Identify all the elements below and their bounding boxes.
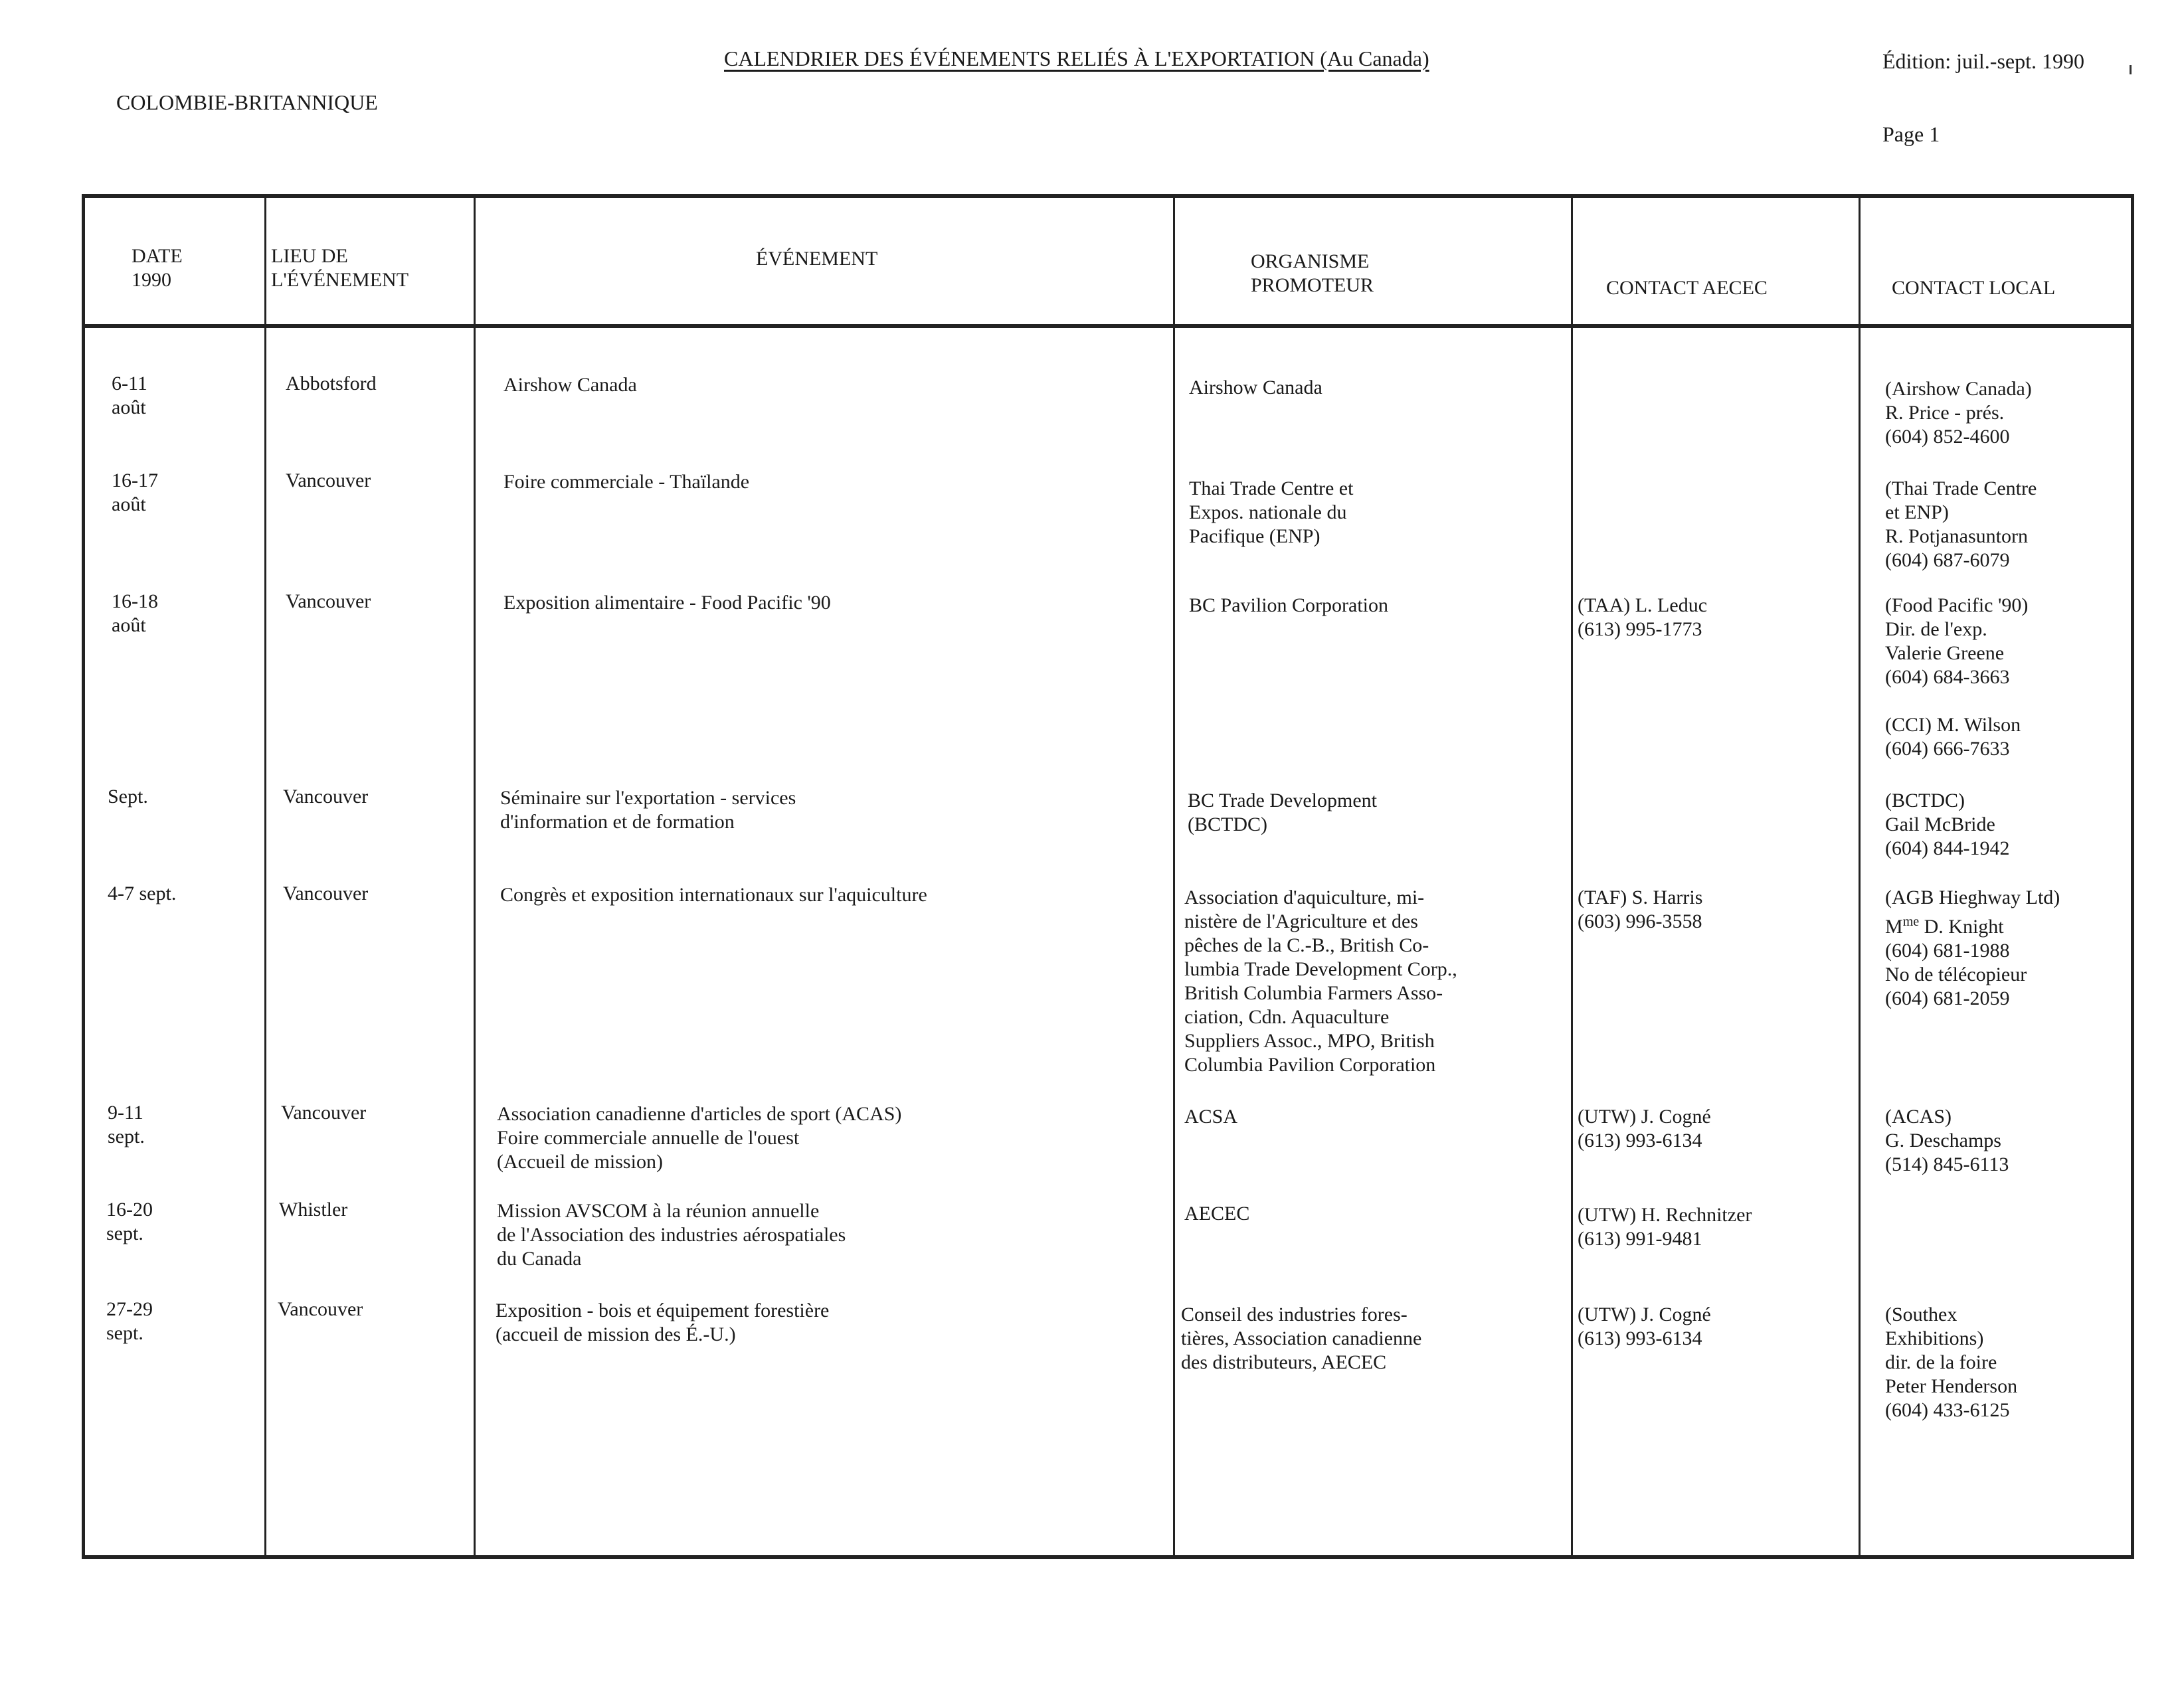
document-title: CALENDRIER DES ÉVÉNEMENTS RELIÉS À L'EXPORTATION (Au Canada) [724,46,1429,70]
row-4-evenement: Séminaire sur l'exportation - services d'information et de formation [500,787,796,833]
row-2-organisme: Thai Trade Centre et Expos. nationale du Pacifique (ENP) [1189,477,1354,547]
row-2-evenement: Foire commerciale - Thaïlande [503,471,750,493]
edition-label: Édition: juil.-sept. 1990 [1882,49,2084,73]
row-4-lieu: Vancouver [283,786,369,807]
row-8-lieu: Vancouver [278,1298,363,1320]
row-6-evenement: Association canadienne d'articles de sport (ACAS) Foire commerciale annuelle de l'ouest (Accueil de mission) [497,1103,902,1173]
column-divider [1173,198,1175,1555]
row-5-date: 4-7 sept. [108,883,177,904]
row-3-contact-local: (Food Pacific '90) Dir. de l'exp. Valerie Greene (604) 684-3663 (CCI) M. Wilson (604) 666-7633 [1885,594,2029,760]
row-7-contact-aecec: (UTW) H. Rechnitzer (613) 991-9481 [1578,1204,1752,1250]
row-6-organisme: ACSA [1184,1106,1238,1128]
row-3-organisme: BC Pavilion Corporation [1189,594,1388,616]
header-rule [85,324,2131,328]
column-header-organisme: ORGANISME PROMOTEUR [1251,250,1374,296]
row-5-contact-aecec: (TAF) S. Harris (603) 996-3558 [1578,886,1703,932]
row-4-date: Sept. [108,786,148,807]
row-1-date: 6-11 août [112,373,147,418]
row-6-contact-local: (ACAS) G. Deschamps (514) 845-6113 [1885,1106,2009,1175]
scan-mark [2130,65,2132,74]
row-7-evenement: Mission AVSCOM à la réunion annuelle de l'Association des industries aérospatiales du Canada [497,1200,846,1270]
row-3-lieu: Vancouver [286,590,371,612]
row-3-date: 16-18 août [112,590,158,636]
row-1-evenement: Airshow Canada [503,374,637,396]
column-divider [1859,198,1861,1555]
row-4-organisme: BC Trade Development (BCTDC) [1188,790,1377,835]
row-1-lieu: Abbotsford [286,373,377,394]
row-5-evenement: Congrès et exposition internationaux sur l'aquiculture [500,884,927,906]
row-3-contact-aecec: (TAA) L. Leduc (613) 995-1773 [1578,594,1708,640]
column-divider [474,198,476,1555]
row-8-contact-aecec: (UTW) J. Cogné (613) 993-6134 [1578,1304,1711,1349]
row-5-lieu: Vancouver [283,883,369,904]
row-3-evenement: Exposition alimentaire - Food Pacific '90 [503,592,831,614]
row-5-organisme: Association d'aquiculture, mi- nistère de l'Agriculture et des pêches de la C.-B., British Co- lumbia Trade Development Corp., British Columbia Farmers Asso- ciation, Cdn. Aquaculture Suppliers Assoc., MPO, British Columbia Pavilion Corporation [1184,886,1457,1076]
region-label: COLOMBIE-BRITANNIQUE [116,90,378,114]
row-2-date: 16-17 août [112,469,158,515]
row-4-contact-local: (BCTDC) Gail McBride (604) 844-1942 [1885,790,2010,859]
row-6-contact-aecec: (UTW) J. Cogné (613) 993-6134 [1578,1106,1711,1151]
row-1-organisme: Airshow Canada [1189,377,1322,398]
column-header-contact-local: CONTACT LOCAL [1892,277,2056,299]
column-header-evenement: ÉVÉNEMENT [756,248,878,270]
row-8-contact-local: (Southex Exhibitions) dir. de la foire Peter Henderson (604) 433-6125 [1885,1304,2018,1421]
column-header-contact-aecec: CONTACT AECEC [1606,277,1768,299]
row-8-organisme: Conseil des industries fores- tières, Association canadienne des distributeurs, AECEC [1181,1304,1422,1373]
row-7-organisme: AECEC [1184,1203,1250,1224]
row-8-evenement: Exposition - bois et équipement forestière (accueil de mission des É.-U.) [496,1300,830,1345]
row-1-contact-local: (Airshow Canada) R. Price - prés. (604) 852-4600 [1885,378,2032,448]
row-7-lieu: Whistler [279,1199,348,1221]
row-2-lieu: Vancouver [286,469,371,491]
column-header-lieu: LIEU DE L'ÉVÉNEMENT [271,245,409,291]
column-divider [1571,198,1573,1555]
row-2-contact-local: (Thai Trade Centre et ENP) R. Potjanasuntorn (604) 687-6079 [1885,477,2037,571]
row-8-date: 27-29 sept. [106,1298,153,1344]
row-6-lieu: Vancouver [281,1102,367,1124]
row-6-date: 9-11 sept. [108,1102,145,1147]
column-header-date: DATE 1990 [132,245,183,291]
row-5-contact-local: (AGB Hieghway Ltd) $M^{me}$ D. Knight (604) 681-1988 No de télécopieur (604) 681-2059 [1885,886,2060,1009]
events-table [82,194,2134,1559]
page-number: Page 1 [1882,122,1940,146]
row-7-date: 16-20 sept. [106,1199,153,1244]
column-divider [264,198,266,1555]
